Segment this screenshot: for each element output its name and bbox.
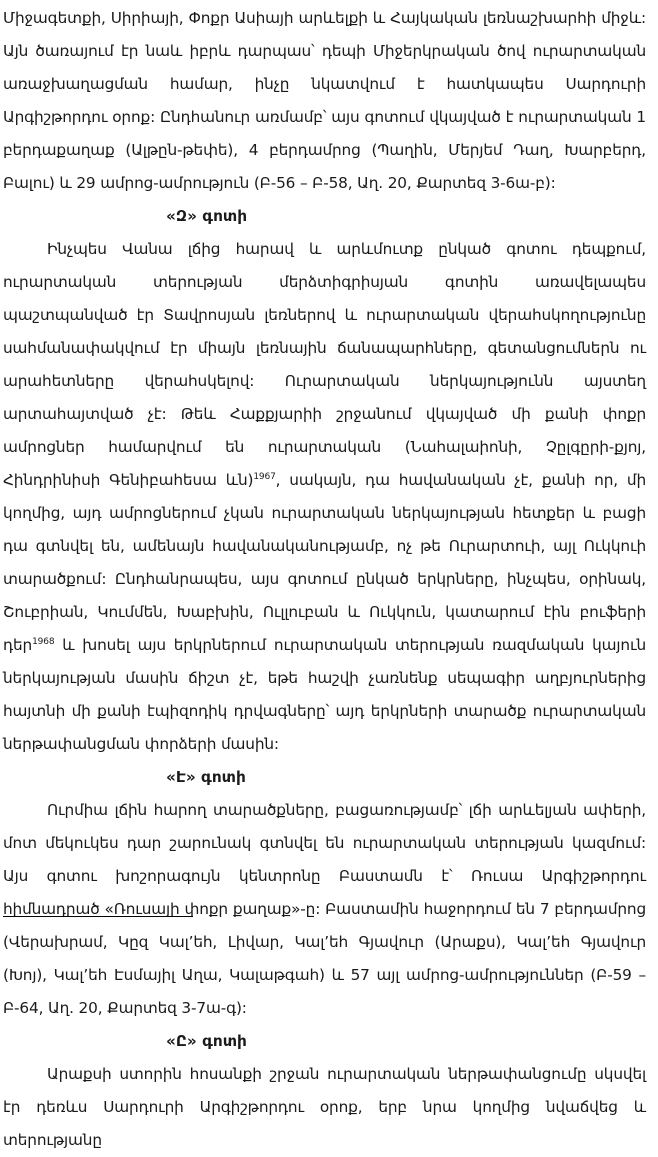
section-heading: «Զ» գոտի — [166, 207, 248, 225]
document-body — [3, 2, 646, 1157]
footnote-reference[interactable]: 1967 — [253, 471, 276, 482]
section-heading: «Է» գոտի — [166, 768, 246, 786]
footnote-reference[interactable]: 1968 — [32, 636, 55, 647]
text-run: Ուրմիա լճին հարող տարածքները, բացառությամբ՝ լճի արևելյան ափերի, մոտ մեկուկես դար շարունակ գտնվել են ուրարտական տերության կազմում: Այս գոտու խոշորագույն կենտրոնը Բաստամն է՝ Ռուսա Արգիշթորդու հիմնադրած «Ռուսայի փոքր քաղաք»-ը: Բաստամին հաջորդում են 7 բերդամրոց (Վերախրամ, Կըզ Կալ՚եհ, Լիվար, Կալ՚եհ Գյավուր (Արաքս), Կալ՚եհ Գյավուր (Խոյ), Կալ՚եհ Էսմայիլ Աղա, Կալաթգահ) և 57 այլ ամրոց-ամրություններ (Բ-59 – Բ-64, Աղ. 20, Քարտեզ 3-7ա-գ): — [3, 801, 646, 1017]
text-run: Ինչպես Վանա լճից հարավ և արևմուտք ընկած գոտու դեպքում, ուրարտական տերության մերձտիգրիսյան գոտին առավելապես պաշտպանված էր Տավրոսյան լեռներով և ուրարտական վերահսկողությունը սահմանափակվում էր միայն լեռնային ճանապարհները, գետանցումներն ու արահետները վերահսկելով: Ուրարտական ներկայությունն այստեղ արտահայտված չէ: Թեև Հաքքյարիի շրջանում վկայված մի քանի փոքր ամրոցներ համարվում են ուրարտական (Նահալաիոնի, Չըլգըրի-քյոյ, Հինդրինիսի Գենիբահեսա ևն) — [3, 240, 646, 489]
body-paragraph — [3, 794, 646, 1025]
body-paragraph — [3, 2, 646, 200]
text-run: Միջագետքի, Սիրիայի, Փոքր Ասիայի արևելքի և Հայկական լեռնաշխարհի միջև: Այն ծառայում էր նաև իբրև դարպաս՝ դեպի Միջերկրական ծով ուրարտական առաջխաղացման համար, ինչը նկատվում է հատկապես Սարդուրի Արգիշթորդու օրոք: Ընդհանուր առմամբ՝ այս գոտում վկայված է ուրարտական 1 բերդաքաղաք (Ալթըն-թեփե), 4 բերդամրոց (Պաղին, Մերյեմ Դաղ, Խարբերդ, Բալու) և 29 ամրոց-ամրություն (Բ-56 – Բ-58, Աղ. 20, Քարտեզ 3-6ա-բ): — [3, 9, 646, 192]
text-run: , սակայն, դա հավանական չէ, քանի որ, մի կողմից, այդ ամրոցներում չկան ուրարտական ներկայության հետքեր և բացի դա գտնվել են, ամենայն հավանականությամբ, ոչ թե Ուրարտուի, այլ Ուկկուի տարածքում: Ընդհանրապես, այս գոտում ընկած երկրները, ինչպես, օրինակ, Շուբրիան, Կումմեն, Խաբխին, Ուլլուբան և Ուկկուն, կատարում էին բուֆերի դեր — [3, 471, 646, 654]
section-heading: «Ը» գոտի — [166, 1032, 247, 1050]
body-paragraph — [3, 1058, 646, 1157]
text-run: Արաքսի ստորին հոսանքի շրջան ուրարտական ներթափանցումը սկսվել էր դեռևս Սարդուրի Արգիշթորդու օրոք, երբ նրա կողմից նվաճվեց և տերությանը — [3, 1065, 646, 1149]
body-paragraph — [3, 233, 646, 761]
footnote-separator — [3, 916, 193, 917]
text-run: և խոսել այս երկրներում ուրարտական տերության ռազմական կայուն ներկայության մասին ճիշտ չէ, եթե հաշվի չառնենք սեպագիր աղբյուրներից հայտնի մի քանի էպիզոդիկ դրվագները՝ այդ երկրների տարածք ուրարտական ներթափանցման փորձերի մասին: — [3, 636, 646, 753]
